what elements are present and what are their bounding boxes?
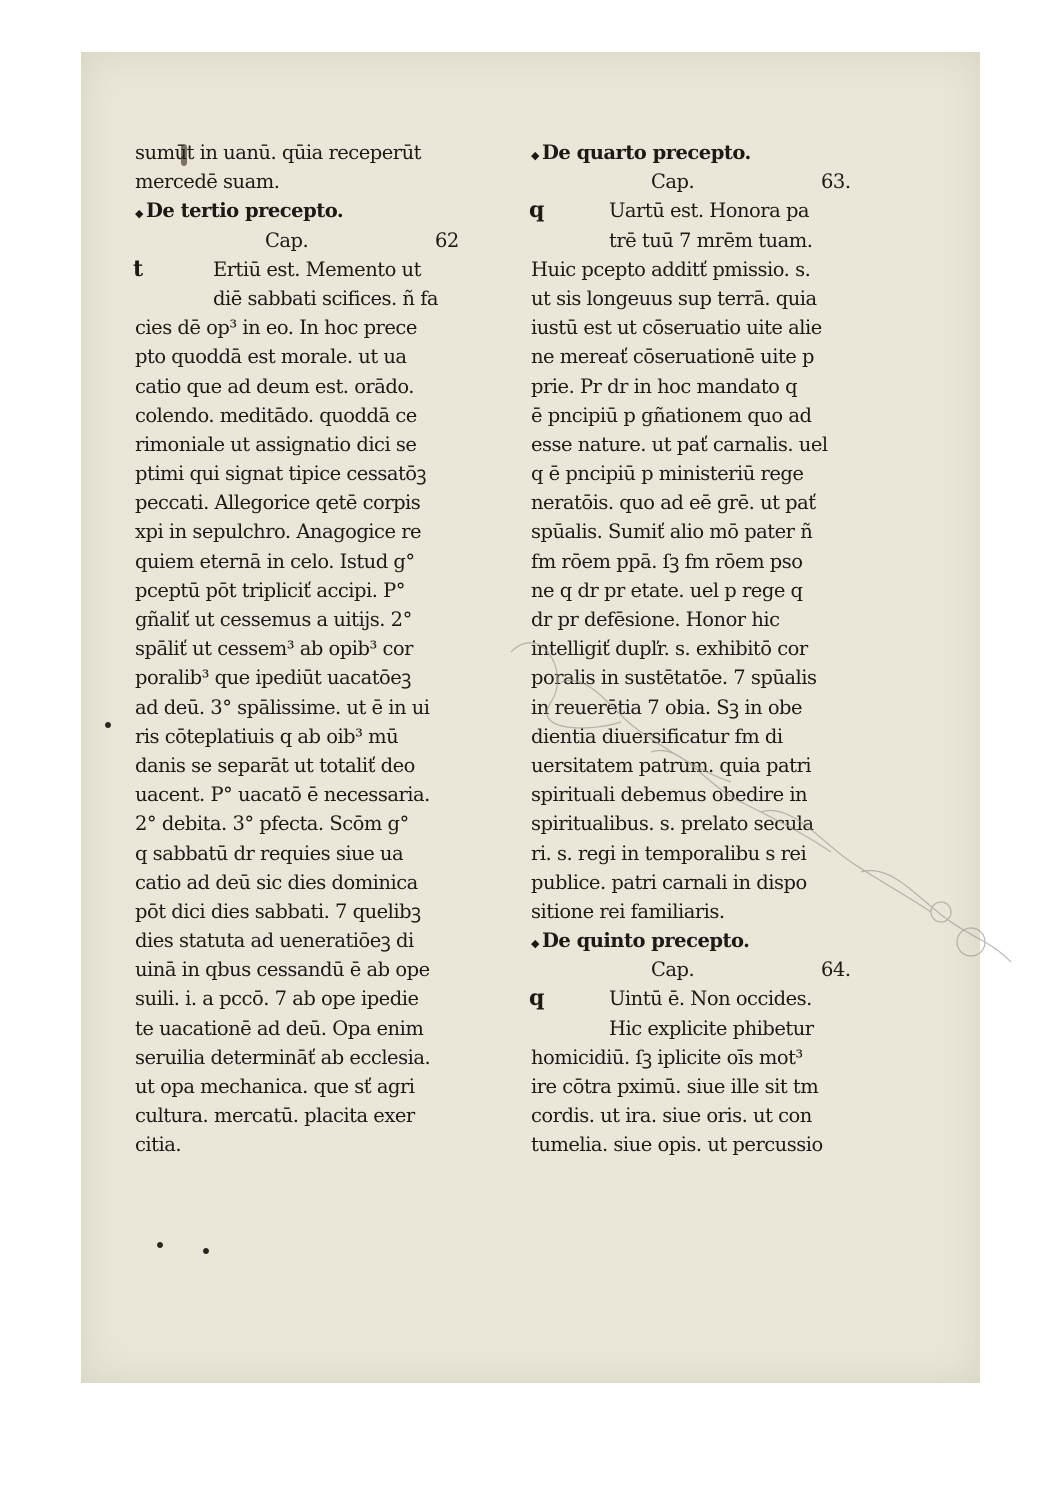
chapter-number: 63.: [821, 170, 851, 194]
chapter-number: 62: [435, 228, 459, 252]
chapter-label: [531, 955, 851, 984]
text-line: q sabbatū dr requies siue ua: [135, 841, 404, 865]
text-line: intelligiť dupľr. s. exhibitō cor: [531, 637, 808, 661]
section-heading: [135, 196, 475, 225]
pilcrow-mark: ◆: [531, 149, 539, 162]
text-line: ne q dr pr etate. uel p rege q: [531, 578, 803, 602]
text-line: seruilia determināť ab ecclesia.: [135, 1045, 431, 1069]
text-line: pceptū pōt tripliciť accipi. P°: [135, 578, 406, 602]
text-line: homicidiū. ſꝫ iplicite oīs mot³: [531, 1045, 803, 1069]
text-line: dientia diuersificatur fm di: [531, 724, 783, 748]
chapter-label: [135, 226, 475, 255]
text-line: ad deū. 3° spālissime. ut ē in ui: [135, 695, 430, 719]
text-line: ut opa mechanica. que sť agri: [135, 1075, 415, 1098]
text-line: tumelia. siue opis. ut percussio: [531, 1133, 823, 1157]
text-line: fm rōem ppā. ſꝫ fm rōem pso: [531, 549, 803, 573]
text-line: uinā in qbus cessandū ē ab ope: [135, 958, 430, 982]
text-line: peccati. Allegorice qetē corpis: [135, 491, 421, 515]
book-page: [81, 52, 980, 1383]
text-line: Hic explicite phibetur: [609, 1016, 814, 1040]
text-line: spūalis. Sumiť alio mō pater ñ: [531, 520, 813, 544]
text-line: danis se separāt ut totaliť deo: [135, 753, 415, 777]
text-line: diē sabbati scifices. ñ fa: [213, 286, 439, 310]
text-line: dies statuta ad ueneratiōeꝫ di: [135, 929, 414, 953]
text-line: poralib³ que ipediūt uacatōeꝫ: [135, 666, 411, 690]
pilcrow-mark: ◆: [135, 207, 143, 221]
text-line: ptimi qui signat tipice cessatōꝫ: [135, 462, 426, 486]
text-line: dr pr defēsione. Honor hic: [531, 608, 780, 631]
text-line: ē pncipiū p gñationem quo ad: [531, 403, 812, 427]
text-line: spirituali debemus obedire in: [531, 783, 808, 807]
text-line: [531, 196, 851, 225]
chapter-word: Cap.: [651, 958, 695, 982]
text-line: ne mereať cōseruationē uite p: [531, 345, 815, 369]
guide-letter: q: [529, 985, 544, 1012]
text-line: uacent. P° uacatō ē necessaria.: [135, 783, 430, 807]
text-line: neratōis. quo ad eē grē. ut pať: [531, 491, 816, 515]
text-line: iustū est ut cōseruatio uite alie: [531, 316, 822, 340]
margin-dot: [203, 1248, 209, 1254]
text-line: gñaliť ut cessemus a uitijs. 2°: [135, 608, 412, 631]
text-line: pōt dici dies sabbati. 7 quelibꝫ: [135, 899, 421, 923]
line-text: Uartū est. Honora pa: [609, 199, 810, 223]
margin-dot: [105, 722, 111, 728]
text-line: suili. i. a pccō. 7 ab ope ipedie: [135, 987, 419, 1011]
text-line: xpi in sepulchro. Anagogice re: [135, 520, 422, 544]
left-column: [135, 138, 475, 1160]
text-line: sumūt in uanū. qūia receperūt: [135, 141, 422, 164]
line-text: Ertiū est. Memento ut: [213, 257, 421, 281]
text-line: [531, 984, 851, 1013]
text-line: catio que ad deum est. orādo.: [135, 374, 414, 398]
text-line: spāliť ut cessem³ ab opib³ cor: [135, 637, 413, 661]
section-heading: [531, 138, 851, 167]
heading-text: De quarto precepto.: [541, 141, 751, 164]
right-column: [531, 138, 851, 1160]
text-line: ire cōtra pximū. siue ille sit tm: [531, 1075, 819, 1098]
chapter-word: Cap.: [651, 170, 695, 194]
text-line: citia.: [135, 1133, 182, 1157]
text-line: catio ad deū sic dies dominica: [135, 870, 418, 894]
text-line: cies dē op³ in eo. In hoc prece: [135, 316, 417, 340]
margin-dot: [157, 1242, 163, 1248]
text-line: prie. Pr dr in hoc mandato q: [531, 374, 798, 398]
text-line: poralis in sustētatōe. 7 spūalis: [531, 666, 817, 690]
text-line: trē tuū 7 mrēm tuam.: [609, 228, 813, 252]
text-line: pto quoddā est morale. ut ua: [135, 345, 407, 369]
guide-letter: q: [529, 197, 544, 224]
chapter-label: [531, 167, 851, 196]
text-line: rimoniale ut assignatio dici se: [135, 432, 417, 456]
text-line: [135, 255, 475, 284]
pilcrow-mark: ◆: [531, 937, 539, 951]
text-line: uersitatem patrum. quia patri: [531, 753, 812, 777]
text-line: Huic pcepto additť pmissio. s.: [531, 257, 811, 281]
text-line: cordis. ut ira. siue oris. ut con: [531, 1104, 812, 1128]
text-line: cultura. mercatū. placita exer: [135, 1104, 415, 1128]
text-line: q ē pncipiū p ministeriū rege: [531, 462, 804, 486]
chapter-number: 64.: [821, 958, 851, 982]
heading-text: De quinto precepto.: [541, 929, 750, 953]
text-line: esse nature. ut pať carnalis. uel: [531, 432, 828, 456]
guide-letter: t: [133, 255, 143, 282]
text-line: quiem eternā in celo. Istud g°: [135, 549, 415, 573]
text-line: te uacationē ad deū. Opa enim: [135, 1016, 424, 1040]
text-line: publice. patri carnali in dispo: [531, 870, 807, 894]
text-line: mercedē suam.: [135, 170, 280, 194]
text-line: in reuerētia 7 obia. Sꝫ in obe: [531, 695, 803, 719]
text-line: 2° debita. 3° pfecta. Scōm g°: [135, 812, 409, 836]
section-heading: [531, 926, 851, 955]
chapter-word: Cap.: [265, 228, 309, 252]
text-line: ris cōteplatiuis q ab oib³ mū: [135, 724, 399, 748]
text-line: spiritualibus. s. prelato secula: [531, 812, 814, 836]
text-line: ri. s. regi in temporalibu s rei: [531, 841, 807, 865]
text-line: sitione rei familiaris.: [531, 899, 725, 923]
heading-text: De tertio precepto.: [145, 199, 344, 223]
text-line: ut sis longeuus sup terrā. quia: [531, 286, 817, 310]
line-text: Uintū ē. Non occides.: [609, 987, 812, 1011]
text-line: colendo. meditādo. quoddā ce: [135, 403, 417, 427]
